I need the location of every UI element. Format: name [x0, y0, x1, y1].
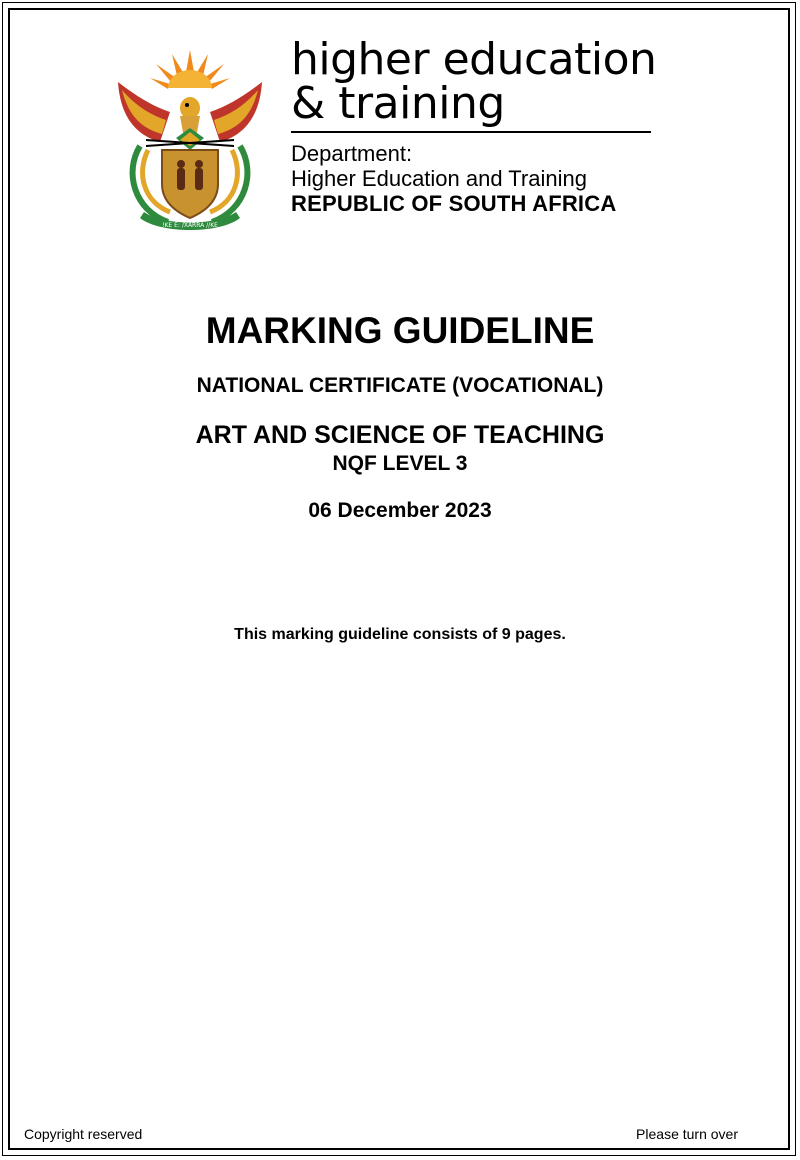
document-title: MARKING GUIDELINE [205, 310, 595, 351]
south-africa-coat-of-arms-icon [110, 42, 270, 238]
turn-over-notice: Please turn over [636, 1126, 738, 1142]
certificate-name: NATIONAL CERTIFICATE (VOCATIONAL) [196, 374, 604, 397]
brand-line-1: higher education [291, 34, 657, 85]
copyright-notice: Copyright reserved [24, 1126, 143, 1142]
department-name: Higher Education and Training [291, 166, 587, 191]
nqf-level: NQF LEVEL 3 [332, 452, 468, 475]
country-name: REPUBLIC OF SOUTH AFRICA [291, 191, 617, 216]
department-details [291, 141, 661, 216]
department-brand [291, 34, 661, 216]
brand-divider [291, 131, 651, 133]
brand-line-2: & training [291, 78, 505, 129]
page-count-note: This marking guideline consists of 9 pages. [234, 626, 566, 643]
department-label: Department: [291, 141, 413, 166]
motto-text: !KE E: /XARRA //KE [162, 222, 218, 229]
subject-name: ART AND SCIENCE OF TEACHING [195, 421, 605, 449]
exam-date: 06 December 2023 [308, 499, 492, 522]
